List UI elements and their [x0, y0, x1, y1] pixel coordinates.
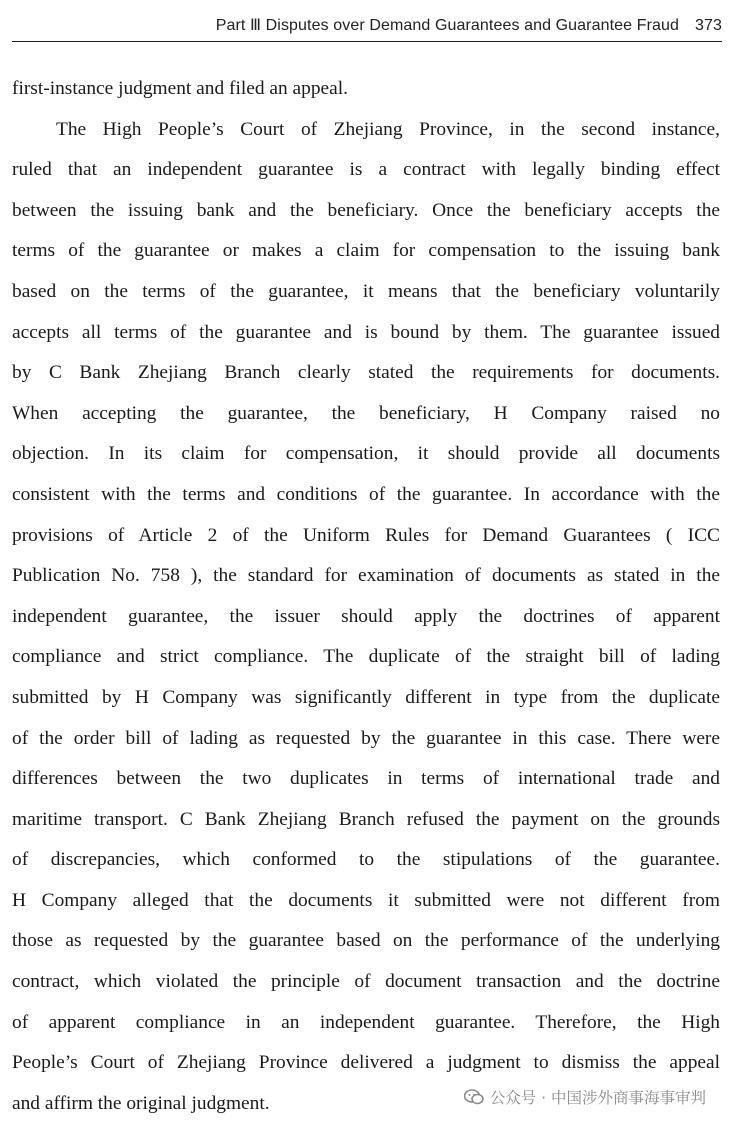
text-line: based on the terms of the guarantee, it means that the beneficiary voluntarily — [12, 280, 720, 302]
running-header-title: Part Ⅲ Disputes over Demand Guarantees and Guarantee Fraud — [215, 17, 679, 34]
running-header — [12, 6, 722, 42]
text-line: contract, which violated the principle of document transaction and the doctrine — [12, 971, 720, 993]
text-line: Publication No. 758 ), the standard for examination of documents as stated in the — [12, 565, 720, 587]
text-line: those as requested by the guarantee based on the performance of the underlying — [12, 930, 720, 952]
text-line: first-instance judgment and filed an appeal. — [12, 78, 348, 99]
text-line: ruled that an independent guarantee is a contract with legally binding effect — [12, 159, 720, 181]
text-line: provisions of Article 2 of the Uniform Rules for Demand Guarantees ( ICC — [12, 524, 720, 546]
watermark-text: 公众号 · 中国涉外商事海事审判 — [489, 1089, 706, 1107]
text-line: terms of the guarantee or makes a claim for compensation to the issuing bank — [12, 240, 720, 262]
text-line: compliance and strict compliance. The duplicate of the straight bill of lading — [12, 646, 720, 668]
page-number: 373 — [695, 17, 722, 34]
text-line: When accepting the guarantee, the beneficiary, H Company raised no — [12, 402, 720, 424]
text-line: of apparent compliance in an independent guarantee. Therefore, the High — [12, 1011, 720, 1033]
text-line: consistent with the terms and conditions of the guarantee. In accordance with the — [12, 483, 720, 505]
text-line: independent guarantee, the issuer should apply the doctrines of apparent — [12, 605, 720, 627]
text-line: The High People’s Court of Zhejiang Province, in the second instance, — [56, 118, 720, 140]
text-line: objection. In its claim for compensation, it should provide all documents — [12, 443, 720, 465]
page-body — [12, 69, 720, 1124]
text-line: accepts all terms of the guarantee and is bound by them. The guarantee issued — [12, 321, 720, 343]
text-line: submitted by H Company was significantly different in type from the duplicate — [12, 686, 720, 708]
text-line: maritime transport. C Bank Zhejiang Branch refused the payment on the grounds — [12, 808, 720, 830]
text-line: People’s Court of Zhejiang Province delivered a judgment to dismiss the appeal — [12, 1052, 720, 1074]
wechat-watermark — [458, 1084, 712, 1110]
text-line: by C Bank Zhejiang Branch clearly stated the requirements for documents. — [12, 362, 720, 384]
wechat-icon — [464, 1089, 484, 1105]
text-line: and affirm the original judgment. — [12, 1092, 270, 1114]
text-line: H Company alleged that the documents it submitted were not different from — [12, 889, 720, 911]
text-line: of discrepancies, which conformed to the stipulations of the guarantee. — [12, 849, 720, 871]
text-line: between the issuing bank and the beneficiary. Once the beneficiary accepts the — [12, 199, 720, 221]
text-line: differences between the two duplicates in terms of international trade and — [12, 768, 720, 790]
text-line: of the order bill of lading as requested by the guarantee in this case. There were — [12, 727, 720, 749]
